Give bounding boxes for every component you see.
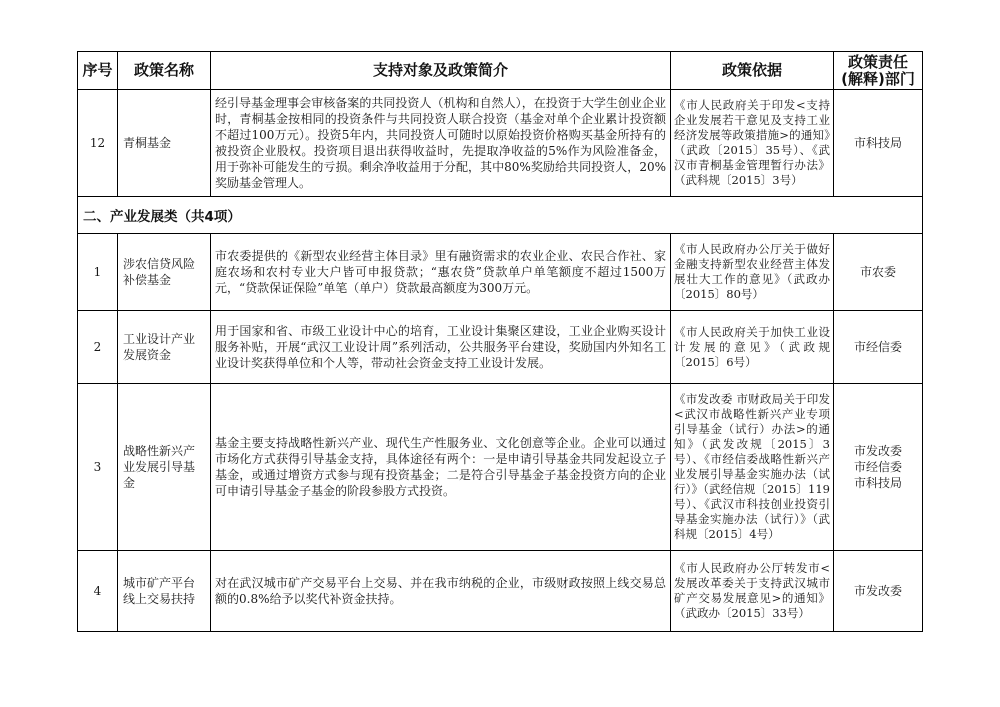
- table-row: [78, 311, 923, 384]
- header-responsible-dept: [834, 52, 923, 90]
- policy-basis-cell: 《市人民政府关于印发<支持企业发展若干意见及支持工业经济发展等政策措施>的通知》（武政〔2015〕35号）、《武汉市青桐基金管理暂行办法》（武科规〔2015〕3号）: [671, 90, 834, 197]
- section-header-row: [78, 197, 923, 234]
- policy-summary-cell: 用于国家和省、市级工业设计中心的培育，工业设计集聚区建设，工业企业购买设计服务补贴，开展“武汉工业设计周”系列活动，公共服务平台建设，奖励国内外知名工业设计奖获得单位和个人等，带动社会资金支持工业设计发展。: [211, 311, 671, 384]
- policy-dept-cell: [834, 90, 923, 197]
- policy-table: [77, 51, 923, 632]
- row-number-cell: 2: [78, 311, 118, 384]
- policy-dept-cell: [834, 311, 923, 384]
- row-number-cell: 1: [78, 234, 118, 311]
- table-row: [78, 90, 923, 197]
- dept-name: 市经信委: [853, 460, 902, 474]
- policy-summary-cell: 市农委提供的《新型农业经营主体目录》里有融资需求的农业企业、农民合作社、家庭农场和农村专业大户皆可申报贷款；“惠农贷”贷款单户单笔额度不超过1500万元，“贷款保证保险”单笔（单户）贷款最高额度为300万元。: [211, 234, 671, 311]
- header-dept-line2: (解释)部门: [841, 69, 915, 88]
- row-number-cell: 12: [78, 90, 118, 197]
- row-number-cell: 4: [78, 551, 118, 632]
- policy-name-cell: 城市矿产平台线上交易扶持: [118, 551, 211, 632]
- policy-basis-cell: 《市人民政府办公厅关于做好金融支持新型农业经营主体发展壮大工作的意见》（武政办〔2015〕80号）: [671, 234, 834, 311]
- table-row: [78, 551, 923, 632]
- policy-dept-cell: [834, 384, 923, 551]
- dept-name: 市科技局: [853, 476, 902, 490]
- policy-name-cell: 青桐基金: [118, 90, 211, 197]
- section-title: 二、产业发展类（共4项）: [78, 197, 923, 234]
- row-number-cell: 3: [78, 384, 118, 551]
- table-row: [78, 234, 923, 311]
- dept-name: 市科技局: [853, 136, 902, 150]
- policy-summary-cell: 基金主要支持战略性新兴产业、现代生产性服务业、文化创意等企业。企业可以通过市场化方式获得引导基金支持，具体途径有两个：一是申请引导基金共同发起设立子基金，或通过增资方式参与现有投资基金；二是符合引导基金子基金投资方向的企业可申请引导基金子基金的阶段参股方式投资。: [211, 384, 671, 551]
- table-header-row: [78, 52, 923, 90]
- dept-name: 市发改委: [853, 584, 902, 598]
- policy-name-cell: 涉农信贷风险补偿基金: [118, 234, 211, 311]
- policy-basis-cell: 《市人民政府关于加快工业设计发展的意见》（武政规〔2015〕6号）: [671, 311, 834, 384]
- policy-name-cell: 战略性新兴产业发展引导基金: [118, 384, 211, 551]
- policy-basis-cell: 《市人民政府办公厅转发市<发展改革委关于支持武汉城市矿产交易发展意见>的通知》（武政办〔2015〕33号）: [671, 551, 834, 632]
- policy-dept-cell: [834, 551, 923, 632]
- header-index: 序号: [78, 52, 118, 90]
- policy-name-cell: 工业设计产业发展资金: [118, 311, 211, 384]
- dept-name: 市经信委: [853, 340, 902, 354]
- policy-basis-cell: 《市发改委 市财政局关于印发<武汉市战略性新兴产业专项引导基金（试行）办法>的通知》（武发改规〔2015〕3号）、《市经信委战略性新兴产业发展引导基金实施办法（试行）》（武经信规〔2015〕119号）、《武汉市科技创业投资引导基金实施办法（试行）》（武科规〔2015〕4号）: [671, 384, 834, 551]
- policy-summary-cell: 经引导基金理事会审核备案的共同投资人（机构和自然人），在投资于大学生创业企业时，青桐基金按相同的投资条件与共同投资人联合投资（基金对单个企业累计投资额不超过100万元）。投资5年内，共同投资人可随时以原始投资价格购买基金所持有的被投资企业股权。投资项目退出获得收益时，先提取净收益的5%作为风险准备金，用于弥补可能发生的亏损。剩余净收益用于分配，其中80%奖励给共同投资人，20%奖励基金管理人。: [211, 90, 671, 197]
- policy-dept-cell: [834, 234, 923, 311]
- header-dept-line1: 政策责任: [847, 52, 908, 71]
- dept-name: 市发改委: [853, 444, 902, 458]
- dept-name: 市农委: [859, 265, 896, 279]
- header-policy-basis: 政策依据: [671, 52, 834, 90]
- table-row: [78, 384, 923, 551]
- header-policy-name: 政策名称: [118, 52, 211, 90]
- policy-summary-cell: 对在武汉城市矿产交易平台上交易、并在我市纳税的企业，市级财政按照上线交易总额的0.8%给予以奖代补资金扶持。: [211, 551, 671, 632]
- header-policy-summary: 支持对象及政策简介: [211, 52, 671, 90]
